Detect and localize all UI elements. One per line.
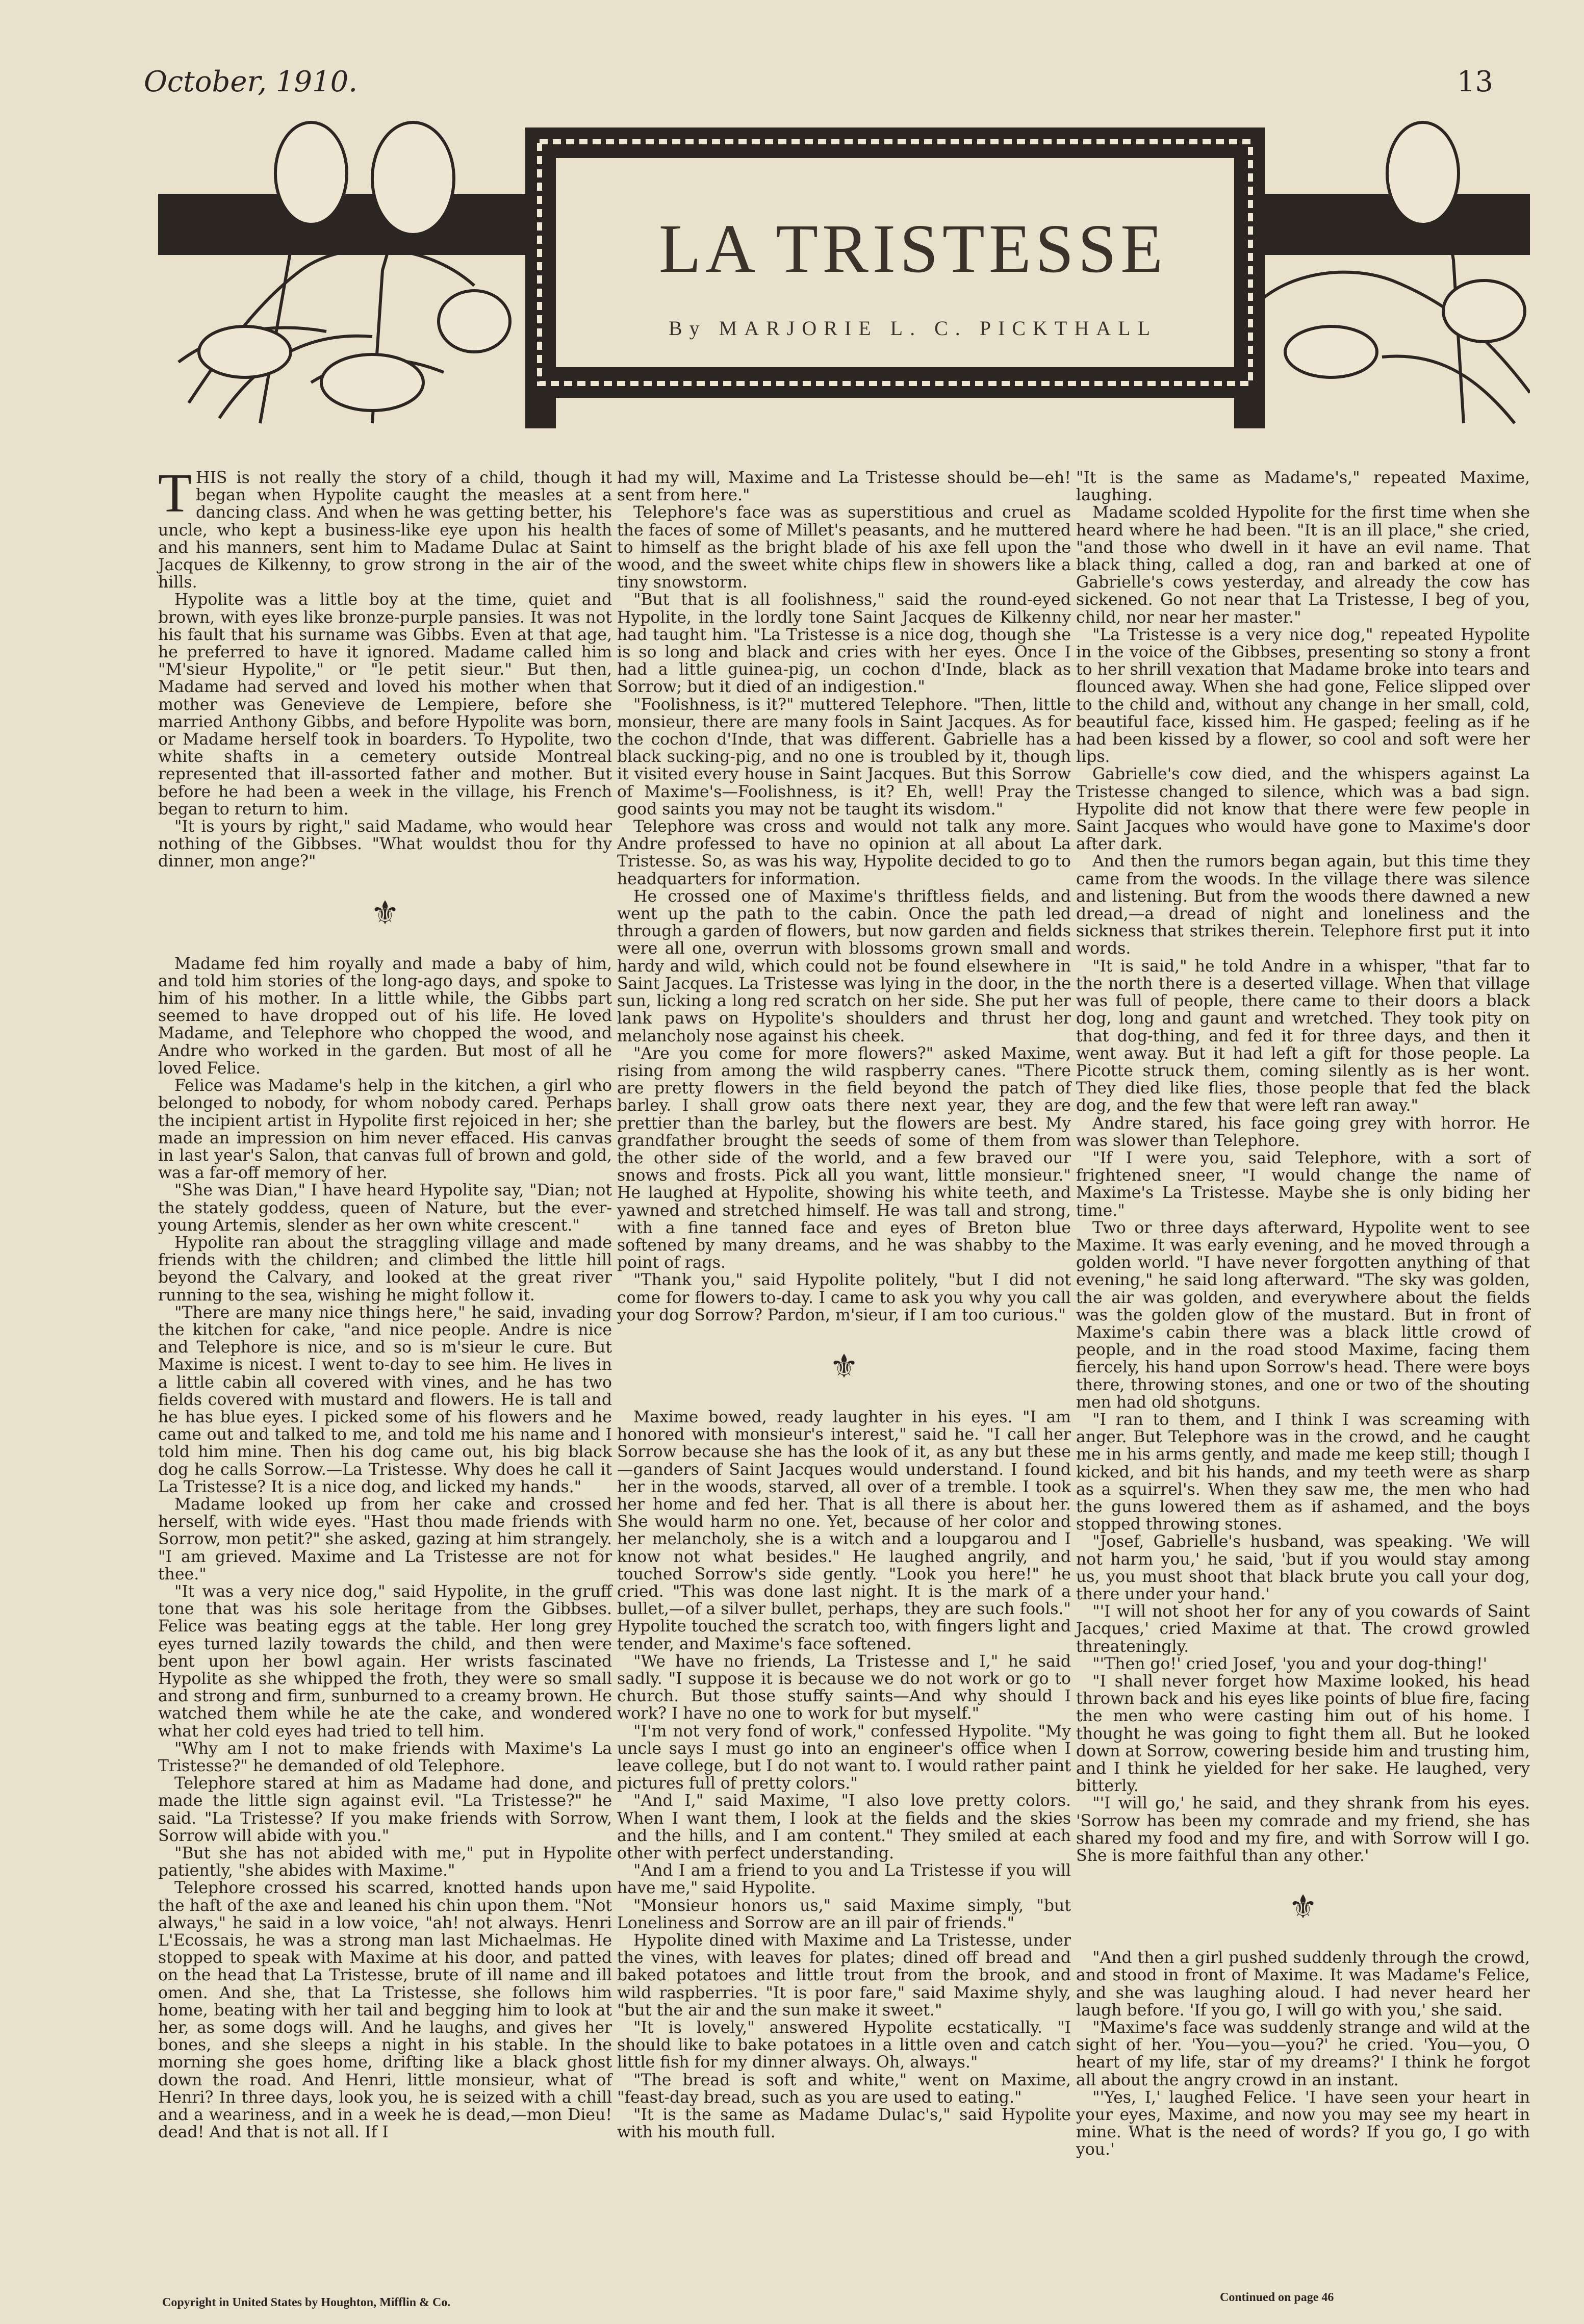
- paragraph: [158, 1583, 612, 1740]
- paragraph: [158, 1077, 612, 1182]
- paragraph-text: "Why am I not to make friends with Maxime's La Tristesse?" he demanded of old Telephore.: [158, 1739, 612, 1776]
- paragraph-text: Madame looked up from her cake and crossed herself, with wide eyes. "Hast thou made friends with Sorrow, mon petit?" she asked, gazing at him strangely. "I am grieved. Maxime and La Tristesse are not for thee.": [158, 1495, 612, 1584]
- paragraph: [158, 463, 612, 592]
- paragraph-text: "Are you come for more flowers?" asked Maxime, rising from among the wild raspberry canes. "There are pretty flowers in the field beyond the patch of barley. I shall grow oats there next year, they are prettier than the barley, but the flowers are best. My grandfather brought the seeds of some of them from the other side of the world, and a few braved our snows and frosts. Pick all you want, little monsieur." He laughed at Hypolite, showing his white teeth, and yawned and stretched himself. He was tall and strong, with a fine tanned face and eyes of Breton blue softened by many dreams, and he was shabby to the point of rags.: [617, 1044, 1071, 1272]
- drop-cap: T: [158, 463, 192, 524]
- paragraph-text: "Thank you," said Hypolite politely, "but I did not come for flowers to-day. I came to ask you why you call your dog Sorrow? Pardon, m'sieur, if I am too curious.": [617, 1271, 1071, 1324]
- paragraph: [158, 955, 612, 1077]
- fleur-de-lis-ornament: ⚜: [829, 1347, 859, 1386]
- paragraph-text: "It is yours by right," said Madame, who would hear nothing of the Gibbses. "What wouldst thou for thy dinner, mon ange?": [158, 818, 612, 871]
- paragraph-text: "It is lovely," answered Hypolite ecstatically. "I should like to bake potatoes in a little oven and catch little fish for my dinner always. Oh, always.": [617, 2019, 1071, 2072]
- paragraph: [1076, 853, 1530, 957]
- paragraph-text: "She was Dian," I have heard Hypolite say, "Dian; not the stately goddess, queen of Nature, but the ever-young Artemis, slender as her own white crescent.": [158, 1181, 612, 1235]
- paragraph-text: "We have no friends, La Tristesse and I," he said sadly. "I suppose it is because we do not work or go to church. But those stuffy saints—And why should I work? I have no one to work for but myself.": [617, 1652, 1071, 1723]
- frame-leg-right: [1234, 398, 1265, 428]
- paragraph: [1076, 2089, 1530, 2159]
- paragraph-text: Telephore was cross and would not talk any more. Andre professed to have no opinion at all about La Tristesse. So, as was his way, Hypolite decided to go to headquarters for information.: [617, 818, 1071, 888]
- paragraph: [617, 1897, 1071, 1932]
- frame-leg-left: [525, 398, 556, 428]
- paragraph: [1076, 765, 1530, 853]
- paragraph-text: "La Tristesse is a very nice dog," repeated Hypolite in the voice of the Gibbses, presenting so stony a front to her shrill vexation that Madame broke into tears and flounced away. When she had gone, Felice slipped over to the child and, without any change in her small, cold, beautiful face, kissed him. He gasped; feeling as if he had been kissed by a flower, so cool and soft were her lips.: [1076, 625, 1530, 767]
- paragraph: [617, 2019, 1071, 2072]
- paragraph: [1076, 1533, 1530, 1603]
- paragraph: [617, 469, 1071, 504]
- paragraph-text: Telephore's face was as superstitious and cruel as the faces of some of Millet's peasants, and he muttered to himself as the bright blade of his axe fell upon the wood, and the sweet white chips flew in showers like a tiny snowstorm.: [617, 503, 1071, 592]
- paragraph: [1076, 1603, 1530, 1655]
- paragraph: [1076, 1115, 1530, 1150]
- paragraph-text: "Josef, Gabrielle's husband, was speaking. 'We will not harm you,' he said, 'but if you would stay among us, you must shoot that black brute you call your dog, there under your hand.': [1076, 1533, 1530, 1603]
- paragraph-text: "It is the same as Madame's," repeated Maxime, laughing.: [1076, 469, 1530, 505]
- paragraph: [1076, 1949, 1530, 2019]
- paragraph: [158, 1845, 612, 1879]
- paragraph-text: "It is said," he told Andre in a whisper, "that far to the north there is a deserted village. When that village was full of people, there came to their doors a black dog, long and gaunt and wretched. They took pity on that dog-thing, and fed it for three days, and then it went away. But it had left a gift for those people. La Picotte struck them, coming silently as is her wont. They died like flies, those people that fed the black dog, and the few that were left ran away.": [1076, 957, 1530, 1115]
- paragraph-text: "'Yes, I,' laughed Felice. 'I have seen your heart in your eyes, Maxime, and now you may see my heart in mine. What is the need of words? If you go, I go with you.': [1076, 2088, 1530, 2159]
- text-column-2: [617, 469, 1071, 2141]
- paragraph-text: "It is the same as Madame Dulac's," said Hypolite with his mouth full.: [617, 2106, 1071, 2142]
- paragraph: [617, 818, 1071, 888]
- paragraph: [158, 591, 612, 818]
- text-column-3: [1076, 469, 1530, 2159]
- paragraph: [617, 888, 1071, 1045]
- paragraph: [1076, 1219, 1530, 1411]
- paragraph: [158, 1182, 612, 1234]
- paragraph-text: "Maxime's face was suddenly strange and wild at the sight of her. 'You—you—you?' he cried. 'You—you, O heart of my life, star of my dreams?' I think he forgot all about the angry crowd in an instant.: [1076, 2019, 1530, 2089]
- paragraph: [1076, 1655, 1530, 1673]
- paragraph: [617, 1409, 1071, 1653]
- paragraph-text: Hypolite dined with Maxime and La Tristesse, under the vines, with leaves for plates; dined off bread and baked potatoes and little trout from the brook, and wild raspberries. "It is poor fare," said Maxime shyly, "but the air and the sun make it sweet.": [617, 1931, 1071, 2020]
- paragraph-text: He crossed one of Maxime's thriftless fields, and went up the path to the cabin. Once the path led through a garden of flowers, but now garden and fields were all one, overrun with blossoms grown small and hardy and wild, which could not be found elsewhere in Saint Jacques. La Tristesse was lying in the door, in the sun, licking a long red scratch on her side. She put her lank paws on Hypolite's shoulders and thrust her melancholy nose against his cheek.: [617, 887, 1071, 1045]
- article-title: LA TRISTESSE: [658, 211, 1167, 287]
- issue-date: October, 1910.: [144, 65, 358, 98]
- paragraph: [1076, 1150, 1530, 1219]
- paragraph-text: Andre stared, his face going grey with horror. He was slower than Telephore.: [1076, 1114, 1530, 1150]
- paragraph-text: had my will, Maxime and La Tristesse should be—eh! sent from here.": [617, 469, 1071, 505]
- continued-notice: Continued on page 46: [1220, 2291, 1334, 2304]
- paragraph: [617, 1271, 1071, 1324]
- article-byline: By MARJORIE L. C. PICKTHALL: [668, 317, 1158, 340]
- fleur-de-lis-ornament: ⚜: [370, 894, 400, 932]
- paragraph-text: "Monsieur honors us," said Maxime simply, "but Loneliness and Sorrow are an ill pair of friends.": [617, 1896, 1071, 1932]
- paragraph: [158, 1740, 612, 1775]
- paragraph: [158, 818, 612, 871]
- paragraph-text: "I'm not very fond of work," confessed Hypolite. "My uncle says I must go into an engineer's office when I leave college, but I do not want to. I would rather paint pictures full of pretty colors.": [617, 1722, 1071, 1793]
- paragraph: [617, 504, 1071, 591]
- paragraph-text: Gabrielle's cow died, and the whispers against La Tristesse changed to silence, which was a bad sign. Hypolite did not know that there were few people in Saint Jacques who would have gone to Maxime's door after dark.: [1076, 765, 1530, 854]
- paragraph: [1076, 1411, 1530, 1533]
- paragraph-text: Hypolite ran about the straggling village and made friends with the children; and climbed the little hill beyond the Calvary, and looked at the great river running to the sea, wishing he might follow it.: [158, 1233, 612, 1305]
- paragraph-text: HIS is not really the story of a child, though it began when Hypolite caught the measles at a dancing class. And when he was getting better, his uncle, who kept a business-like eye upon his health and his manners, sent him to Madame Dulac at Saint Jacques de Kilkenny, to grow strong in the air of the hills.: [158, 469, 612, 592]
- paragraph-text: "And then a girl pushed suddenly through the crowd, and stood in front of Maxime. It was Madame's Felice, and she was laughing aloud. I had never heard her laugh before. 'If you go, I will go with you,' she said.: [1076, 1949, 1530, 2020]
- paragraph: [617, 1723, 1071, 1793]
- paragraph-text: "And I," said Maxime, "I also love pretty colors. When I want them, I look at the fields and the skies and the hills, and I am content." They smiled at each other with perfect understanding.: [617, 1792, 1071, 1863]
- paragraph: [617, 2072, 1071, 2106]
- paragraph-text: "And I am a friend to you and La Tristesse if you will have me," said Hypolite.: [617, 1861, 1071, 1898]
- paragraph: [1076, 1795, 1530, 1865]
- paragraph: [158, 1234, 612, 1304]
- paragraph: [158, 1496, 612, 1583]
- paragraph: [617, 591, 1071, 696]
- paragraph-text: "It was a very nice dog," said Hypolite, in the gruff tone that was his sole heritage from the Gibbses. Felice was beating eggs at the table. Her long grey eyes turned lazily towards the child, and then were bent upon her bowl again. Her wrists fascinated Hypolite as she whipped the froth, they were so small and strong and firm, sunburned to a creamy brown. He watched them while he ate the cake, and wondered what her cold eyes had tried to tell him.: [158, 1582, 612, 1741]
- paragraph-text: "Foolishness, is it?" muttered Telephore. "Then, little monsieur, there are many fools in Saint Jacques. As for the cochon d'Inde, that was different. Gabrielle has a black sucking-pig, and no one is troubled by it, though it visited every house in Saint Jacques. But this Sorrow of Maxime's—Foolishness, is it? Eh, well! Pray the good saints you may not be taught its wisdom.": [617, 695, 1071, 819]
- page-number: 13: [1457, 65, 1493, 98]
- paragraph: [1076, 1673, 1530, 1795]
- paragraph-text: Telephore crossed his scarred, knotted hands upon the haft of the axe and leaned his chin upon them. "Not always," he said in a low voice, "ah! not always. Henri L'Ecossais, he was a strong man last Michaelmas. He stopped to speak with Maxime at his door, and patted on the head that La Tristesse, brute of ill name and ill omen. And she, that La Tristesse, she follows him home, beating with her tail and begging him to look at her, as some dogs will. And he laughs, and gives her bones, and she sleeps a night in his stable. In the morning she goes home, drifting like a black ghost down the road. And Henri, little monsieur, what of Henri? In three days, look you, he is seized with a chill and a weariness, and in a week he is dead,—mon Dieu! dead! And that is not all. If I: [158, 1879, 612, 2142]
- fleur-de-lis-ornament: ⚜: [1288, 1888, 1318, 1927]
- paragraph-text: Telephore stared at him as Madame had done, and made the little sign against evil. "La Tristesse?" he said. "La Tristesse? If you make friends with Sorrow, Sorrow will abide with you.": [158, 1774, 612, 1845]
- paragraph-text: Maxime bowed, ready laughter in his eyes. "I am honored with monsieur's interest," said he. "I call her Sorrow because she has the look of it, as any but these—ganders of Saint Jacques would understand. I found her in the woods, starved, all over of a tremble. I took her home and fed her. That is all there is about her. She would harm no one. Yet, because of her color and her melancholy, she is a witch and a loupgarou and I know not what besides." He laughed angrily, and touched Sorrow's side gently. "Look you here!" he cried. "This was done last night. It is the mark of a bullet,—of a silver bullet, perhaps, they are such fools." Hypolite touched the scratch too, with fingers light and tender, and Maxime's face softened.: [617, 1408, 1071, 1653]
- paragraph: [158, 1775, 612, 1845]
- paragraph-text: Felice was Madame's help in the kitchen, a girl who belonged to nobody, for whom nobody cared. Perhaps the incipient artist in Hypolite first rejoiced in her; she made an impression on him never effaced. His canvas in last year's Salon, that canvas full of brown and gold, was a far-off memory of her.: [158, 1077, 612, 1183]
- paragraph-text: Hypolite was a little boy at the time, quiet and brown, with eyes like bronze-purple pansies. It was not his fault that his surname was Gibbs. Even at that age, he preferred to have it ignored. Madame called him "M'sieur Hypolite," or "le petit sieur." But then, Madame had served and loved his mother when that mother was Genevieve de Lempiere, before she married Anthony Gibbs, and before Hypolite was born, or Madame herself took in boarders. To Hypolite, two white shafts in a cemetery outside Montreal represented that ill-assorted father and mother. But before he had been a week in the village, his French began to return to him.: [158, 591, 612, 819]
- paragraph-text: "The bread is soft and white," went on Maxime, "feast-day bread, such as you are used to eating.": [617, 2071, 1071, 2107]
- paragraph-text: "'Then go!' cried Josef, 'you and your dog-thing!': [1092, 1654, 1488, 1673]
- paragraph-text: And then the rumors began again, but this time they came from the woods. In the village there was silence and listening. But from the woods there dawned a new dread,—a dread of night and loneliness and the sickness that strikes therein. Telephore first put it into words.: [1076, 852, 1530, 958]
- paragraph-text: "I shall never forget how Maxime looked, his head thrown back and his eyes like points of blue fire, facing the men who were casting him out of his home. I thought he was going to fight them all. But he looked down at Sorrow, cowering beside him and trusting him, and I think he yielded for her sake. He laughed, very bitterly.: [1076, 1672, 1530, 1796]
- paragraph: [158, 1304, 612, 1496]
- paragraph-text: "I ran to them, and I think I was screaming with anger. But Telephore was in the crowd, and he caught me in his arms gently, and made me keep still; though I kicked, and bit his hands, and my teeth were as sharp as a squirrel's. When they saw me, the men who had the guns lowered them as if ashamed, and the boys stopped throwing stones.: [1076, 1410, 1530, 1534]
- paragraph-text: "But she has not abided with me," put in Hypolite patiently, "she abides with Maxime.": [158, 1844, 612, 1880]
- paragraph: [1076, 469, 1530, 504]
- paragraph-text: Madame scolded Hypolite for the first time when she heard where he had been. "It is an ill place," she cried, "and those who dwell in it have an evil name. That black thing, called a dog, ran and barked at one of Gabrielle's cows yesterday, and already the cow has sickened. Go not near that La Tristesse, I beg of you, child, nor near her master.": [1076, 503, 1530, 627]
- paragraph-text: "But that is all foolishness," said the round-eyed Hypolite, in the lordly tone Saint Jacques de Kilkenny had taught him. "La Tristesse is a nice dog, though she is so long and black and cries with her eyes. Once I had a little guinea-pig, un cochon d'Inde, black as Sorrow; but it died of an indigestion.": [617, 591, 1071, 697]
- paragraph: [617, 696, 1071, 818]
- copyright-notice: Copyright in United States by Houghton, Mifflin & Co.: [162, 2296, 451, 2309]
- paragraph: [1076, 2019, 1530, 2089]
- paragraph: [617, 1862, 1071, 1897]
- right-iris-illustration: [1260, 122, 1530, 423]
- paragraph-text: "'I will go,' he said, and they shrank from his eyes. 'Sorrow has been my comrade and my friend, she has shared my food and my fire, and with Sorrow will I go. She is more faithful than any other.': [1076, 1794, 1530, 1866]
- text-column-1: [158, 463, 612, 2142]
- paragraph-text: Two or three days afterward, Hypolite went to see Maxime. It was early evening, and he moved through a golden world. "I have never forgotten anything of that evening," he said long afterward. "The sky was golden, the air was golden, and everywhere about the fields was the golden glow of the mustard. But in front of Maxime's cabin there was a black little crowd of people, and in the road stood Maxime, facing them fiercely, his hand upon Sorrow's head. There were boys there, throwing stones, and one or two of the shouting men had old shotguns.: [1076, 1218, 1530, 1412]
- paragraph: [1076, 626, 1530, 766]
- paragraph: [617, 1792, 1071, 1862]
- paragraph: [1076, 504, 1530, 626]
- paragraph-text: "There are many nice things here," he said, invading the kitchen for cake, "and nice people. Andre is nice and Telephore is nice, and so is m'sieur le cure. But Maxime is nicest. I went to-day to see him. He lives in a little cabin all covered with vines, and he has two fields covered with mustard and flowers. He is tall and he has blue eyes. I picked some of his flowers and he came out and talked to me, and told me his name and I told him mine. Then his dog came out, his big black dog he calls Sorrow.—La Tristesse. Why does he call it La Tristesse? It is a nice dog, and licked my hands.": [158, 1303, 612, 1496]
- paragraph: [1076, 958, 1530, 1115]
- paragraph: [617, 1045, 1071, 1272]
- paragraph: [617, 1932, 1071, 2019]
- paragraph: [158, 1879, 612, 2141]
- left-iris-illustration: [178, 122, 510, 423]
- paragraph-text: "'I will not shoot her for any of you cowards of Saint Jacques,' cried Maxime at that. The crowd growled threateningly.: [1076, 1602, 1530, 1656]
- paragraph-text: "If I were you, said Telephore, with a sort of frightened sneer, "I would change the name of Maxime's La Tristesse. Maybe she is only biding her time.": [1076, 1148, 1530, 1220]
- paragraph: [617, 2106, 1071, 2141]
- paragraph: [617, 1653, 1071, 1723]
- paragraph-text: Madame fed him royally and made a baby of him, and told him stories of the long-ago days, and spoke to him of his mother. In a little while, the Gibbs part seemed to have dropped out of his life. He loved Madame, and Telephore who chopped the wood, and Andre who worked in the garden. But most of all he loved Felice.: [158, 954, 612, 1078]
